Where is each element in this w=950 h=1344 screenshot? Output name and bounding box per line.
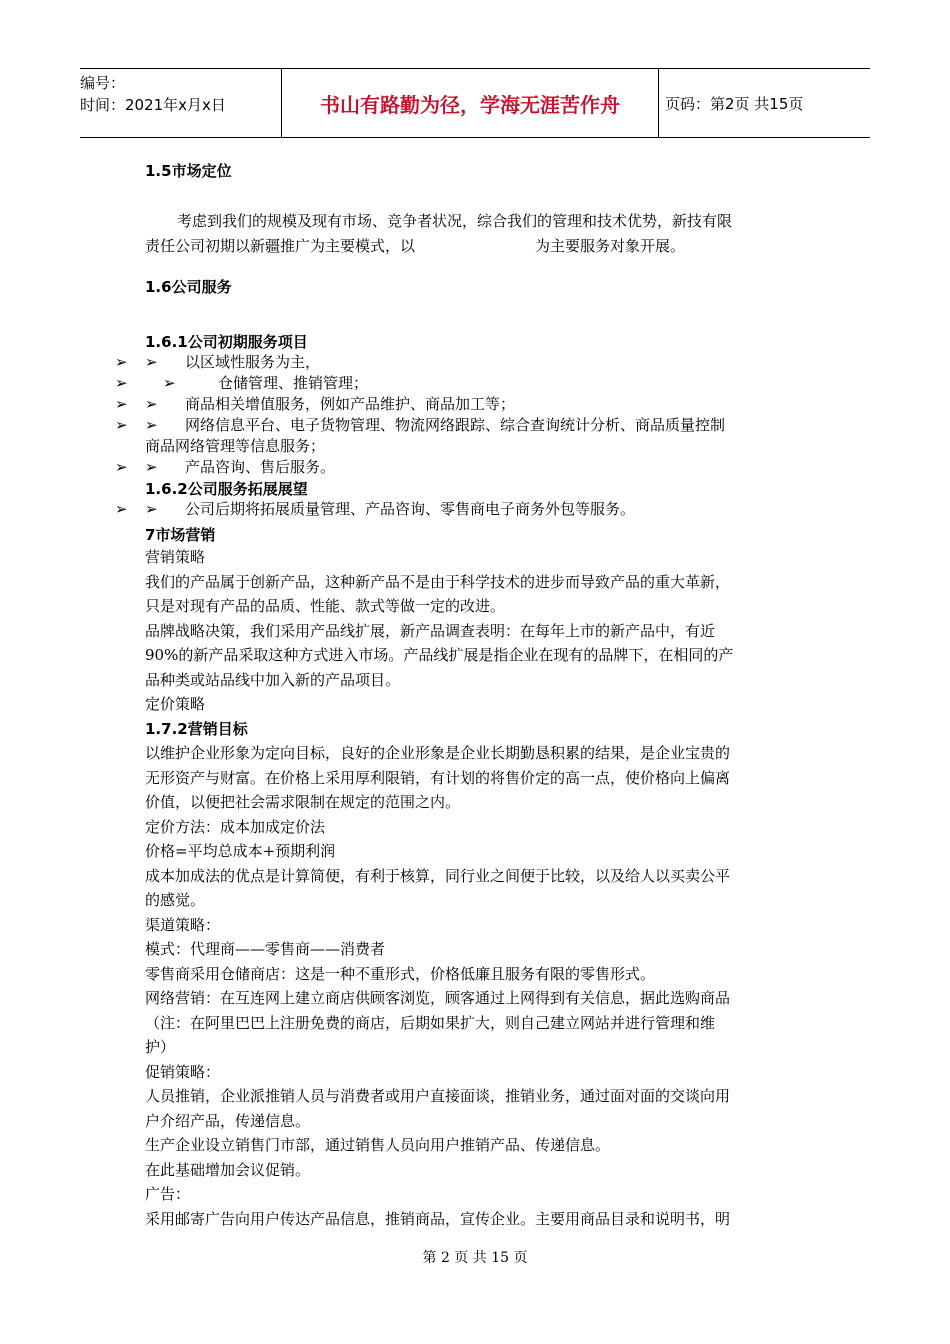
paragraph: 考虑到我们的规模及现有市场、竞争者状况，综合我们的管理和技术优势，新技有限 <box>177 212 733 230</box>
paragraph: 以维护企业形象为定向目标，良好的企业形象是企业长期勤恳积累的结果，是企业宝贵的 <box>145 744 731 762</box>
paragraph: 我们的产品属于创新产品，这种新产品不是由于科学技术的进步而导致产品的重大革新， <box>145 572 731 591</box>
document-body <box>115 156 810 1231</box>
bullet-arrow-icon: ➢ <box>115 374 128 392</box>
paragraph: 采用邮寄广告向用户传达产品信息，推销商品，宣传企业。主要用商品目录和说明书，明 <box>145 1209 731 1228</box>
header-left <box>80 69 280 140</box>
paragraph: 价值，以便把社会需求限制在规定的范围之内。 <box>145 793 461 811</box>
list-item: ➢ ➢ 商品相关增值服务，例如产品维护、商品加工等； <box>115 395 516 413</box>
paragraph: 网络营销：在互连网上建立商店供顾客浏览，顾客通过上网得到有关信息，据此选购商品 <box>145 989 731 1007</box>
paragraph: 90%的新产品采取这种方式进入市场。产品线扩展是指企业在现有的品牌下，在相同的产 <box>145 646 734 664</box>
paragraph: 的感觉。 <box>145 891 206 909</box>
bullet-arrow-icon: ➢ <box>115 458 128 476</box>
header-middle <box>281 69 659 137</box>
list-item: ➢ ➢ 以区域性服务为主， <box>115 353 321 371</box>
number-label: 编号： <box>80 74 126 92</box>
subheading: 营销策略 <box>145 548 206 566</box>
time-label: 时间：2021年x月x日 <box>80 96 226 114</box>
subheading: 定价策略 <box>145 695 206 713</box>
bullet-arrow-icon: ➢ <box>145 353 158 371</box>
page-footer <box>0 1247 950 1267</box>
section-title-1-7-2: 1.7.2营销目标 <box>145 719 248 738</box>
motto: 书山有路勤为径，学海无涯苦作舟 <box>320 92 620 117</box>
paragraph: 品种类或站品线中加入新的产品项目。 <box>145 670 401 689</box>
list-item-continuation: 商品网络管理等信息服务； <box>145 437 326 455</box>
bullet-arrow-icon: ➢ <box>145 395 158 413</box>
page-header <box>80 68 870 138</box>
list-item: ➢ ➢ 公司后期将拓展质量管理、产品咨询、零售商电子商务外包等服务。 <box>115 500 636 518</box>
header-right <box>665 69 870 137</box>
section-title-7: 7市场营销 <box>145 526 216 544</box>
paragraph <box>145 234 810 259</box>
paragraph: 定价方法：成本加成定价法 <box>145 817 326 836</box>
paragraph: （注：在阿里巴巴上注册免费的商店，后期如果扩大，则自己建立网站并进行管理和维 <box>145 1013 716 1032</box>
bullet-arrow-icon: ➢ <box>115 395 128 413</box>
bullet-arrow-icon: ➢ <box>145 500 158 518</box>
paragraph: 成本加成法的优点是计算简便，有利于核算，同行业之间便于比较，以及给人以买卖公平 <box>145 866 731 885</box>
paragraph: 零售商采用仓储商店：这是一种不重形式，价格低廉且服务有限的零售形式。 <box>145 964 656 983</box>
paragraph: 户介绍产品，传递信息。 <box>145 1111 311 1130</box>
list-item: ➢ ➢ 仓储管理、推销管理； <box>115 374 369 392</box>
paragraph: 模式：代理商——零售商——消费者 <box>145 940 386 958</box>
paragraph: 无形资产与财富。在价格上采用厚利限销，有计划的将售价定的高一点，使价格向上偏离 <box>145 768 731 787</box>
footer-page-number: 第 2 页 共 15 页 <box>422 1250 528 1266</box>
section-title-1-6-2: 1.6.2公司服务拓展展望 <box>145 480 308 498</box>
subheading: 渠道策略： <box>145 915 221 934</box>
section-title-1-5: 1.5市场定位 <box>145 162 232 180</box>
paragraph: 生产企业设立销售门市部，通过销售人员向用户推销产品、传递信息。 <box>145 1136 611 1154</box>
paragraph: 护） <box>145 1038 176 1056</box>
subheading: 广告： <box>145 1185 191 1203</box>
subheading: 促销策略： <box>145 1062 221 1081</box>
paragraph: 人员推销，企业派推销人员与消费者或用户直接面谈，推销业务，通过面对面的交谈向用 <box>145 1087 731 1105</box>
section-title-1-6: 1.6公司服务 <box>145 278 232 296</box>
paragraph-part: 为主要服务对象开展。 <box>535 236 686 255</box>
paragraph-part: 责任公司初期以新疆推广为主要模式，以 <box>145 236 416 255</box>
list-item: ➢ ➢ 网络信息平台、电子货物管理、物流网络跟踪、综合查询统计分析、商品质量控制 <box>115 416 726 434</box>
paragraph: 只是对现有产品的品质、性能、款式等做一定的改进。 <box>145 597 506 615</box>
bullet-arrow-icon: ➢ <box>163 374 176 392</box>
paragraph: 在此基础增加会议促销。 <box>145 1160 311 1179</box>
page-info: 页码：第2页 共15页 <box>665 94 804 113</box>
paragraph: 品牌战略决策，我们采用产品线扩展，新产品调查表明：在每年上市的新产品中，有近 <box>145 621 716 640</box>
bullet-arrow-icon: ➢ <box>145 458 158 476</box>
bullet-arrow-icon: ➢ <box>115 500 128 518</box>
paragraph: 价格=平均总成本+预期利润 <box>145 842 336 860</box>
bullet-arrow-icon: ➢ <box>145 416 158 434</box>
list-item: ➢ ➢ 产品咨询、售后服务。 <box>115 458 336 476</box>
section-title-1-6-1: 1.6.1公司初期服务项目 <box>145 333 308 351</box>
bullet-arrow-icon: ➢ <box>115 416 128 434</box>
bullet-arrow-icon: ➢ <box>115 353 128 371</box>
